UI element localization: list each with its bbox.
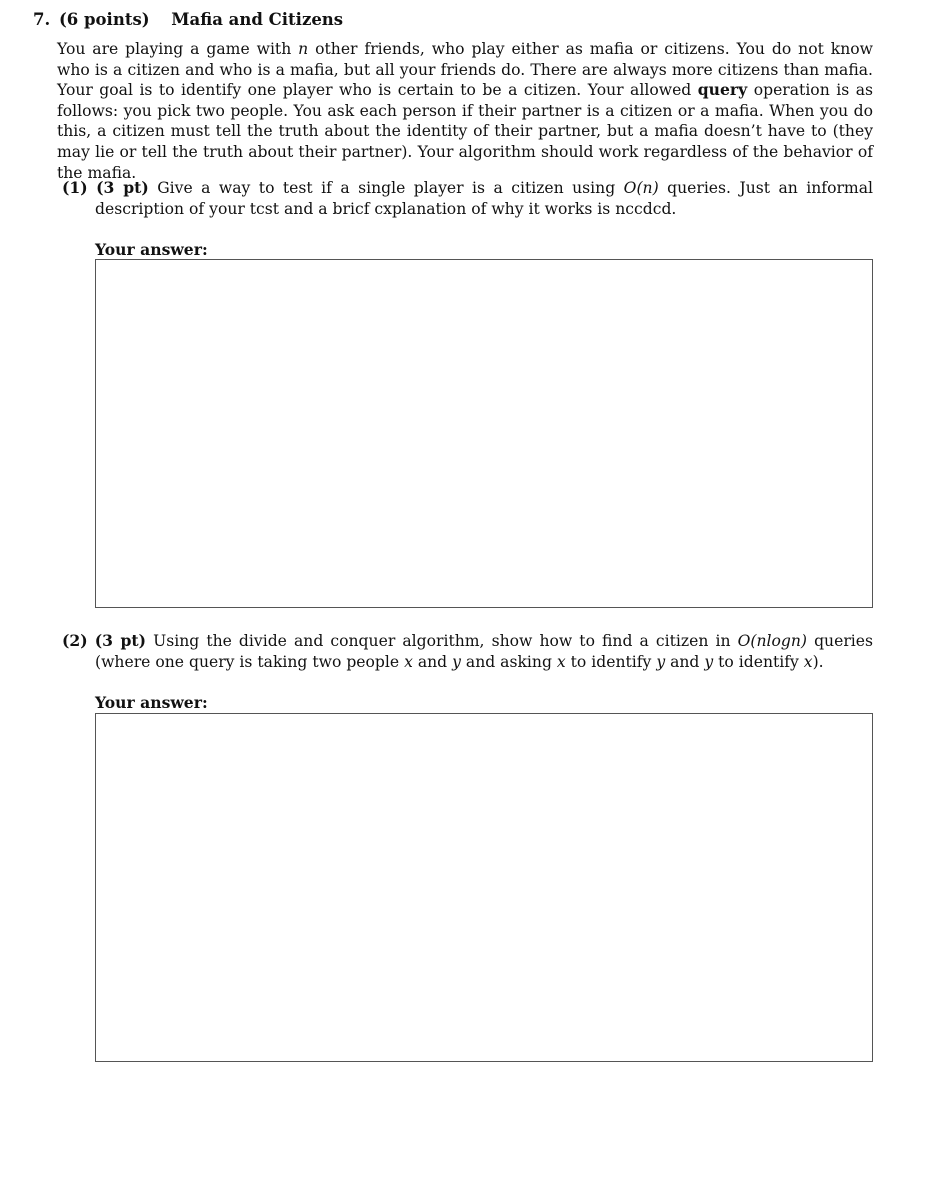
math-var-n: n (298, 40, 309, 58)
part-text: Using the divide and conquer algorithm, show how to find a citizen in (153, 632, 738, 650)
question-intro (57, 39, 873, 183)
part-1-answer-box[interactable] (95, 259, 873, 608)
part-text: queries (where one query is taking two people (95, 632, 873, 671)
part-1-points: (3 pt) (96, 178, 149, 197)
part-text: and (412, 652, 453, 671)
math-big-o: O(n) (623, 179, 659, 197)
math-var-x: x (404, 652, 413, 671)
math-var-y: y (452, 652, 461, 671)
part-2-answer-box[interactable] (95, 713, 873, 1062)
part-2-prompt (62, 631, 873, 672)
part-2-label: (2) (62, 631, 88, 650)
math-var-y: y (656, 652, 666, 671)
part-text: and asking (460, 652, 557, 671)
part-1-label: (1) (62, 178, 88, 197)
math-big-o: O(nlogn) (737, 632, 807, 650)
math-var-x: x (556, 652, 566, 671)
intro-text: operation is as follows: you pick two people. You ask each person if their partner is a citizen or a mafia. When you do this, a citizen must tell the truth about the identity of their partner, but a mafia doesn’t have to (they may lie or tell the truth about their partner). Your algorithm should work regardless of the behavior of the mafia. (57, 81, 873, 182)
part-1-prompt (62, 178, 873, 219)
part-2-points: (3 pt) (94, 631, 146, 650)
part-2-answer-label: Your answer: (95, 693, 208, 712)
question-number: 7. (33, 10, 51, 29)
math-var-x: x (803, 652, 813, 671)
question-title: Mafia and Citizens (171, 10, 344, 29)
part-text: Give a way to test if a single player is a citizen using (157, 179, 624, 197)
intro-bold-query: query (697, 80, 748, 100)
part-text: ). (812, 652, 824, 671)
part-1-answer-label: Your answer: (95, 240, 208, 259)
question-points: (6 points) (58, 10, 150, 29)
intro-text: You are playing a game with (57, 40, 299, 58)
math-var-y: y (704, 652, 714, 671)
part-text: to identify (713, 652, 804, 671)
part-text: to identify (565, 652, 657, 671)
part-text: queries. Just an informal description of your tcst and a bricf cxplanation of why it works is nccdcd. (95, 179, 873, 218)
question-heading (33, 10, 343, 29)
intro-text: other friends, who play either as mafia or citizens. You do not know who is a citizen and who is a mafia, but all your friends do. There are always more citizens than mafia. Your goal is to identify one player who is certain to be a citizen. Your allowed (57, 40, 873, 100)
part-text: and (665, 652, 705, 671)
